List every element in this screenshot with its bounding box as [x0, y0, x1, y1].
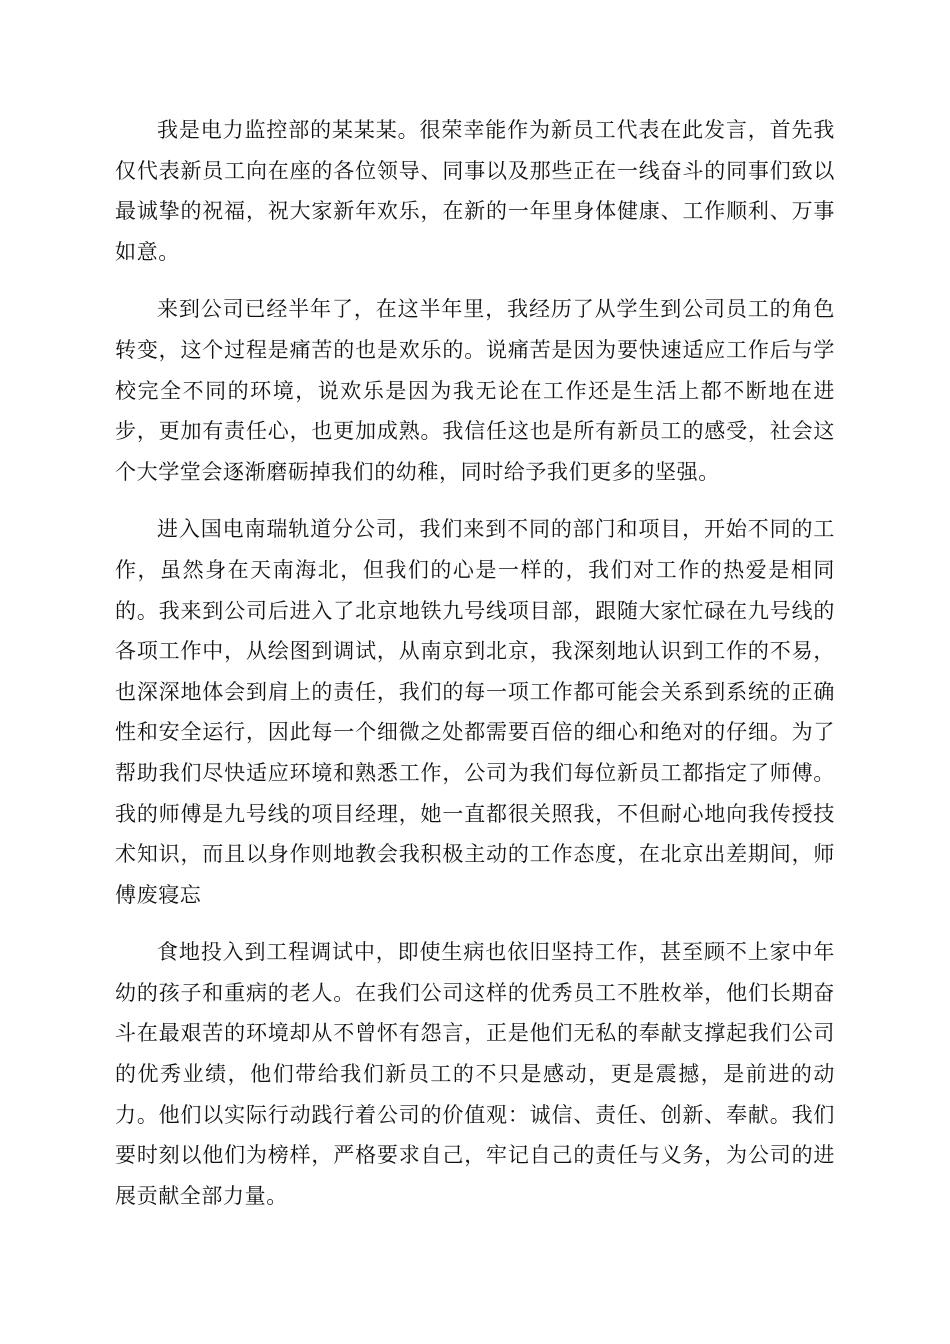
- document-body: [115, 110, 835, 1233]
- paragraph-1: 我是电力监控部的某某某。很荣幸能作为新员工代表在此发言，首先我仅代表新员工向在座的各位领导、同事以及那些正在一线奋斗的同事们致以最诚挚的祝福，祝大家新年欢乐，在新的一年里身体健康、工作顺利、万事如意。: [115, 118, 835, 264]
- paragraph-3: 进入国电南瑞轨道分公司，我们来到不同的部门和项目，开始不同的工作，虽然身在天南海北，但我们的心是一样的，我们对工作的热爱是相同的。我来到公司后进入了北京地铁九号线项目部，跟随大家忙碌在九号线的各项工作中，从绘图到调试，从南京到北京，我深刻地认识到工作的不易，也深深地体会到肩上的责任，我们的每一项工作都可能会关系到系统的正确性和安全运行，因此每一个细微之处都需要百倍的细心和绝对的仔细。为了帮助我们尽快适应环境和熟悉工作，公司为我们每位新员工都指定了师傅。我的师傅是九号线的项目经理，她一直都很关照我，不但耐心地向我传授技术知识，而且以身作则地教会我积极主动的工作态度，在北京出差期间，师傅废寝忘: [115, 517, 835, 907]
- paragraph-2: 来到公司已经半年了，在这半年里，我经历了从学生到公司员工的角色转变，这个过程是痛苦的也是欢乐的。说痛苦是因为要快速适应工作后与学校完全不同的环境，说欢乐是因为我无论在工作还是生活上都不断地在进步，更加有责任心，也更加成熟。我信任这也是所有新员工的感受，社会这个大学堂会逐渐磨砺掉我们的幼稚，同时给予我们更多的坚强。: [115, 297, 835, 484]
- paragraph-4: 食地投入到工程调试中，即使生病也依旧坚持工作，甚至顾不上家中年幼的孩子和重病的老人。在我们公司这样的优秀员工不胜枚举，他们长期奋斗在最艰苦的环境却从不曾怀有怨言，正是他们无私的奉献支撑起我们公司的优秀业绩，他们带给我们新员工的不只是感动，更是震撼，是前进的动力。他们以实际行动践行着公司的价值观：诚信、责任、创新、奉献。我们要时刻以他们为榜样，严格要求自己，牢记自己的责任与义务，为公司的进展贡献全部力量。: [115, 940, 835, 1208]
